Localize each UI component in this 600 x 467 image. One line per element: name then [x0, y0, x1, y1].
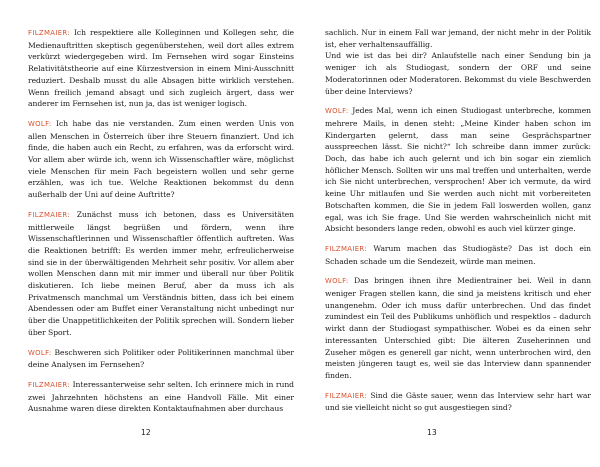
- speaker-label: WOLF:: [325, 107, 349, 116]
- paragraph-text: Das bringen ihnen ihre Medientrainer bei. Weil in dann weniger Fragen stellen kann, die sind ja meistens kritisch und eher unangenehm. Oder ich muss dafür unterbrechen. Und das findet zumindest ein Teil des Publikums unhöflich und respektlos – dadurch wirkt dann der Studiogast sympathischer. Wobei es da einen sehr interessanten Unterschied gibt: Die älteren Zuseherinnen und Zuseher mögen es generell gar nicht, wenn unterbrochen wird, den meisten jüngeren taugt es, weil sie das Interview dann spannender finden.: [325, 276, 591, 380]
- right-page: [325, 27, 591, 422]
- speaker-label: FILZMAIER:: [28, 29, 70, 37]
- page-number-right: 13: [427, 428, 437, 437]
- paragraph: [28, 118, 294, 201]
- paragraph: [325, 50, 591, 97]
- paragraph: [28, 27, 294, 110]
- paragraph: [325, 27, 591, 50]
- paragraph: [325, 105, 591, 235]
- paragraph: [28, 379, 294, 415]
- speaker-label: WOLF:: [325, 277, 349, 286]
- speaker-label: FILZMAIER:: [28, 210, 70, 219]
- paragraph-text: Beschweren sich Politiker oder Politikerinnen manchmal über deine Analysen im Fernsehen?: [28, 347, 294, 370]
- paragraph-text: Sind die Gäste sauer, wenn das Interview sehr hart war und sie vielleicht nicht so gut ausgestiegen sind?: [325, 390, 591, 413]
- paragraph-text: Warum machen das Studiogäste? Das ist doch ein Schaden schade um die Sendezeit, würde man meinen.: [325, 243, 591, 266]
- paragraph-text: Ich respektiere alle Kolleginnen und Kollegen sehr, die Medienauftritten skeptisch gegenüberstehen, weil dort alles extrem verkürzt wiedergegeben wird. Im Fernsehen wird sogar Einsteins Relativitätstheorie auf eine Kürzestversion in einem Mini-Ausschnitt reduziert. Deshalb musst du alle Absagen bitte wirklich verstehen. Wenn freilich jemand absagt und sich zugleich ärgert, dass wer anderer im Fernsehen ist, nun ja, das ist weniger logisch.: [28, 28, 294, 109]
- paragraph-text: Interessanterweise sehr selten. Ich erinnere mich in rund zwei Jahrzehnten höchstens an eine Handvoll Fälle. Mit einer Ausnahme waren diese direkten Kontaktaufnahmen aber durchaus: [28, 379, 294, 414]
- paragraph-text: Und wie ist das bei dir? Anlaufstelle nach einer Sendung bin ja weniger ich als Studiogast, sondern der ORF und seine Moderatorinnen oder Moderatoren. Bekommst du viele Beschwerden über deine Interviews?: [325, 51, 591, 96]
- left-page: [28, 27, 294, 423]
- speaker-label: FILZMAIER:: [325, 244, 367, 253]
- paragraph-text: Ich habe das nie verstanden. Zum einen werden Unis von allen Menschen in Österreich über ihre Steuern finanziert. Und ich finde, die haben auch ein Recht, zu erfahren, was da erforscht wird. Vor allem aber würde ich, wenn ich Wissenschaftler wäre, möglichst viele Menschen für mein Fach begeistern wollen und sehr gerne erzählen, was ich tue. Welche Reaktionen bekommst du denn außerhalb der Uni auf deine Auftritte?: [28, 118, 294, 200]
- paragraph-text: Jedes Mal, wenn ich einen Studiogast unterbreche, kommen mehrere Mails, in denen steht: „Meine Kinder haben schon im Kindergarten gelernt, dass man seine Gesprächspartner ausspreechen lässt. Sie nicht?“ Ich schreibe dann immer zurück: Doch, das habe ich auch gelernt und ich bin sogar ein ziemlich höflicher Mensch. Sollten wir uns mal treffen und unterhalten, werde ich Sie nicht unterbrechen, versprochen! Aber ich vermute, da wird keine Uhr mitlaufen und Sie werden auch nicht mit vorbereiteten Botschaften kommen, die Sie in jedem Fall loswerden wollen, ganz egal, was ich Sie frage. Und Sie werden wahrscheinlich nicht mit Absicht besonders lange reden, obwohl es auch viel kürzer ginge.: [325, 106, 591, 234]
- paragraph-text: sachlich. Nur in einem Fall war jemand, der nicht mehr in der Politik ist, eher verhaltensauffällig.: [325, 28, 591, 49]
- speaker-label: WOLF:: [28, 348, 52, 357]
- speaker-label: FILZMAIER:: [28, 380, 70, 389]
- paragraph: [325, 275, 591, 381]
- paragraph: [325, 390, 591, 414]
- speaker-label: FILZMAIER:: [325, 391, 367, 400]
- paragraph-text: Zunächst muss ich betonen, dass es Universitäten mittlerweile längst begrüßen und fördern, wenn ihre Wissenschaftlerinnen und Wissenschaftler öffentlich auftreten. Was die Reaktionen betrifft: Es werden immer mehr, erfreulicherweise sind sie in der überwältigenden Mehrheit sehr positiv. Vor allem aber wollen Menschen dann mit mir immer und überall nur über Politik diskutieren. Ich liebe meinen Beruf, aber da muss ich als Privatmensch manchmal um Verständnis bitten, dass ich bei einem Abendessen oder am Buffet einer Veranstaltung nicht unbedingt nur über die Unappetitlichkeiten der Politik sprechen will. Sondern lieber über Sport.: [28, 209, 294, 337]
- page-number-left: 12: [141, 428, 151, 437]
- paragraph: [28, 209, 294, 339]
- paragraph: [325, 243, 591, 267]
- speaker-label: WOLF:: [28, 119, 52, 128]
- paragraph: [28, 347, 294, 371]
